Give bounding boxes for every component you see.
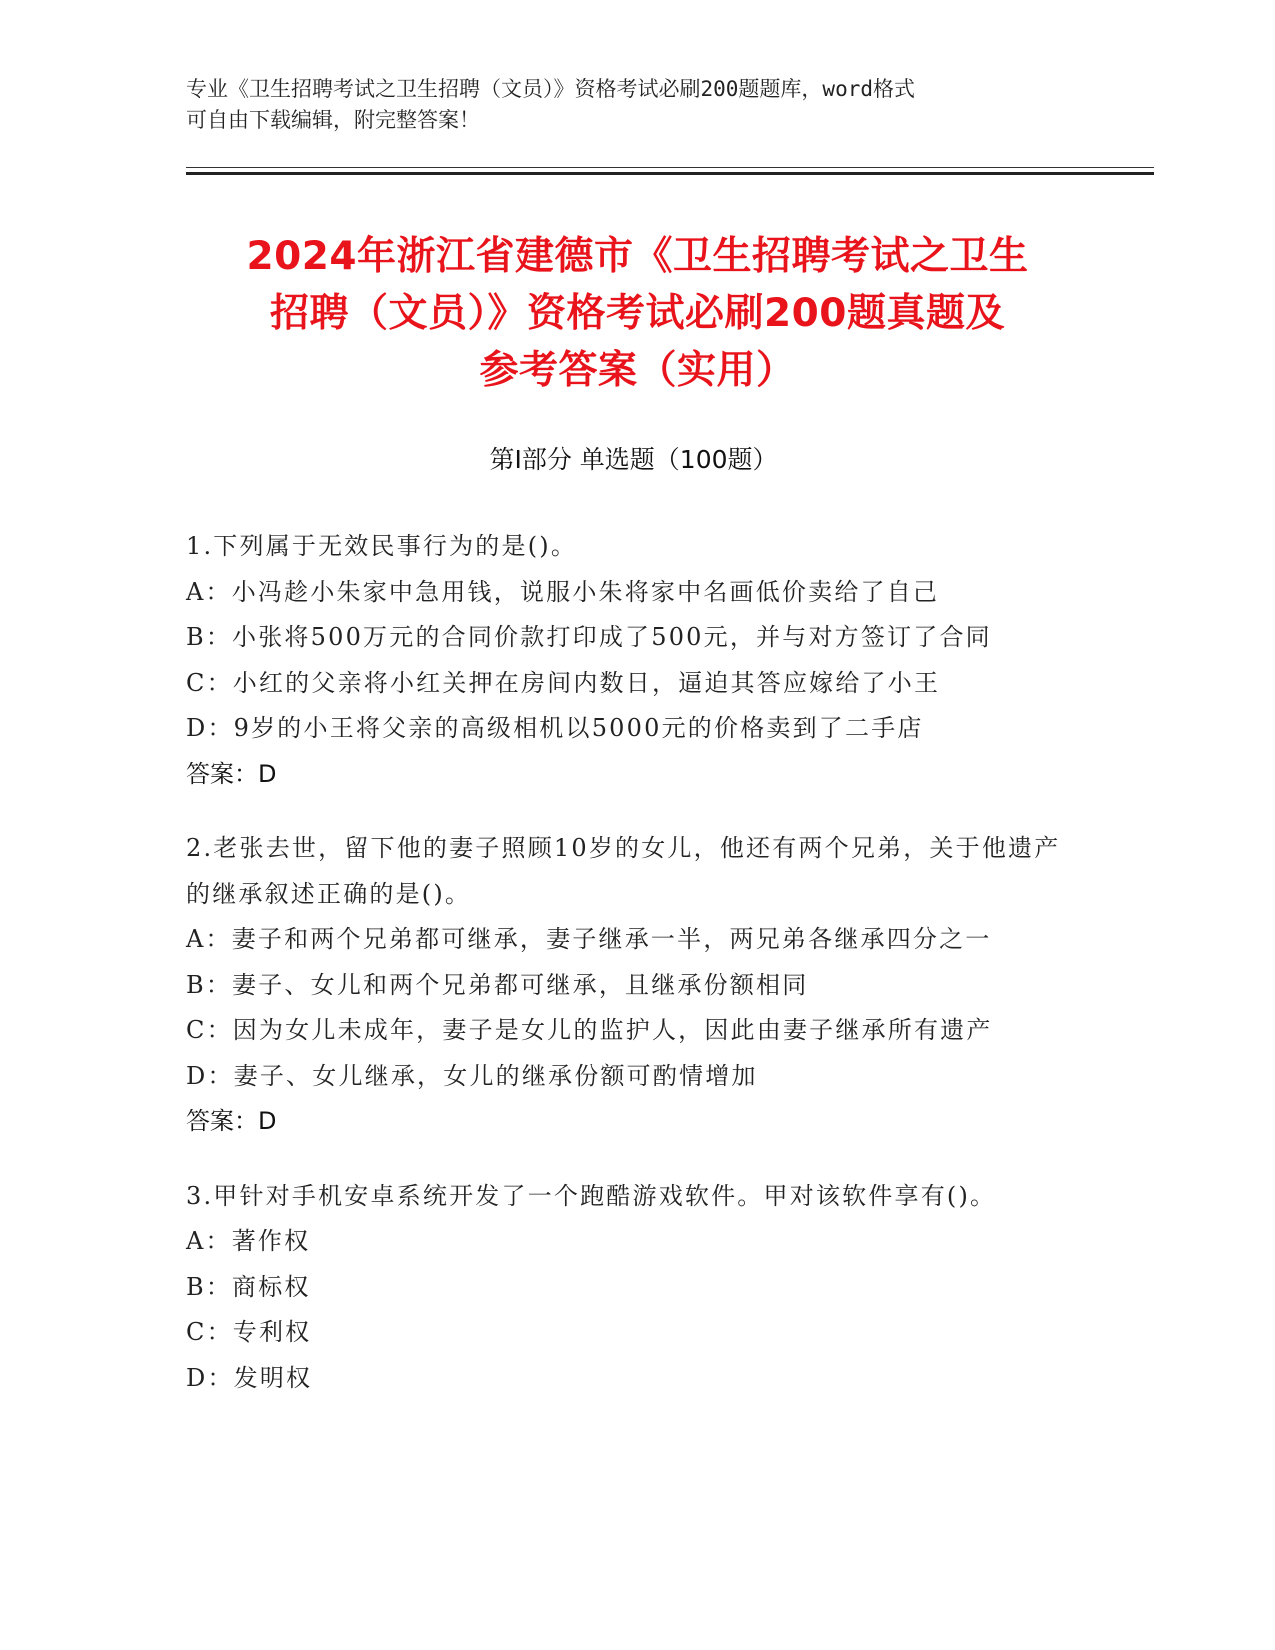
header-rule-thick	[186, 172, 1154, 175]
option-b: B：妻子、女儿和两个兄弟都可继承，且继承份额相同	[186, 970, 809, 999]
option-c: C：小红的父亲将小红关押在房间内数日，逼迫其答应嫁给了小王	[186, 668, 941, 697]
header-note-line-1: 专业《卫生招聘考试之卫生招聘（文员）》资格考试必刷200题题库，word格式	[186, 77, 915, 101]
option-d: D：发明权	[186, 1363, 313, 1392]
title-line-1: 2024年浙江省建德市《卫生招聘考试之卫生	[246, 234, 1029, 279]
question-stem: 1.下列属于无效民事行为的是()。	[186, 532, 578, 560]
option-c: C：因为女儿未成年，妻子是女儿的监护人，因此由妻子继承所有遗产	[186, 1016, 993, 1044]
option-a: A：著作权	[186, 1227, 311, 1255]
header-note-line-2: 可自由下载编辑，附完整答案！	[186, 108, 480, 132]
header-note	[186, 74, 1086, 136]
header-rule-thin	[186, 167, 1154, 168]
question-list	[186, 524, 1086, 1430]
option-d: D：9岁的小王将父亲的高级相机以5000元的价格卖到了二手店	[186, 714, 924, 742]
answer: 答案：D	[186, 1107, 277, 1135]
question-stem: 3.甲针对手机安卓系统开发了一个跑酷游戏软件。甲对该软件享有()。	[186, 1181, 997, 1210]
title-line-2: 招聘（文员）》资格考试必刷200题真题及	[270, 291, 1005, 336]
option-b: B：小张将500万元的合同价款打印成了500元，并与对方签订了合同	[186, 623, 992, 651]
question-1	[186, 524, 1086, 797]
option-d: D：妻子、女儿继承，女儿的继承份额可酌情增加	[186, 1061, 758, 1090]
option-b: B：商标权	[186, 1272, 311, 1301]
document-title	[160, 228, 1115, 399]
question-3	[186, 1174, 1086, 1402]
question-stem: 2.老张去世，留下他的妻子照顾10岁的女儿，他还有两个兄弟，关于他遗产的继承叙述正确的是()。	[186, 834, 1061, 908]
answer: 答案：D	[186, 759, 277, 788]
question-2	[186, 826, 1086, 1145]
section-heading: 第Ⅰ部分 单选题（100题）	[489, 445, 778, 474]
option-a: A：小冯趁小朱家中急用钱，说服小朱将家中名画低价卖给了自己	[186, 577, 940, 606]
title-line-3: 参考答案（实用）	[479, 348, 796, 393]
option-a: A：妻子和两个兄弟都可继承，妻子继承一半，两兄弟各继承四分之一	[186, 925, 992, 953]
option-c: C：专利权	[186, 1318, 312, 1346]
